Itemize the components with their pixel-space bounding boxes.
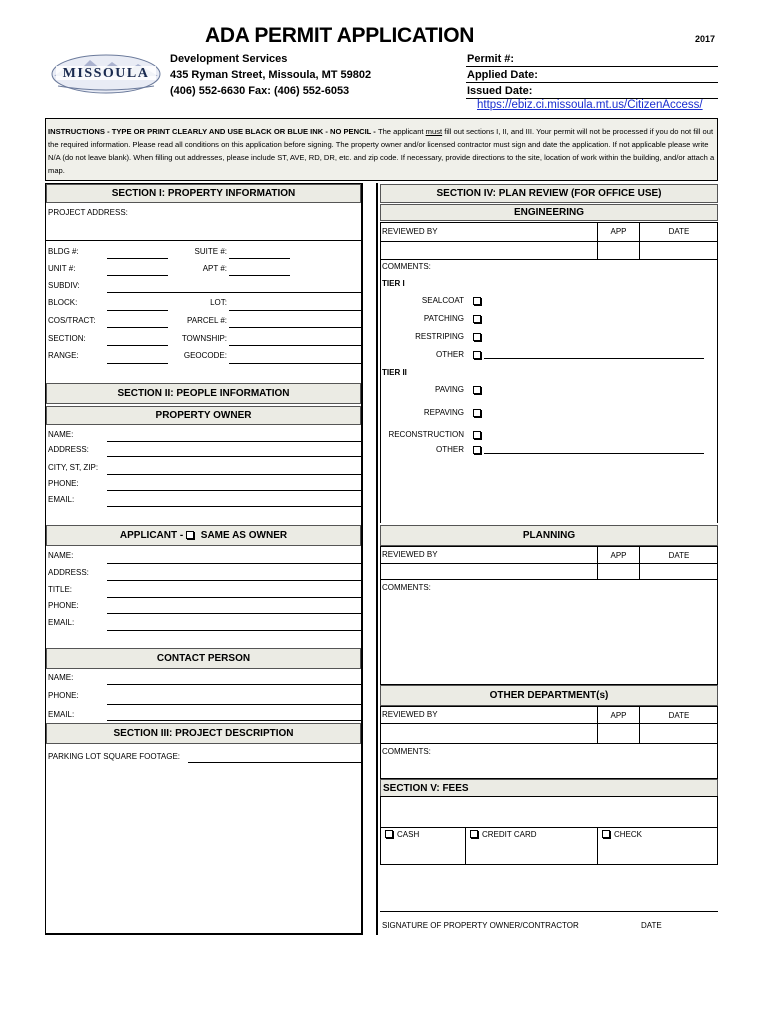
applicant-header [46, 525, 361, 546]
instructions-part2: fill out sections I, II, and III. Your permit will not be processed if you do not fill out the required information. Please read all conditions on this application before signing. The property owner and/or licensed contractor must sign and date the application. If not applicable please write N/A (do not leave blank). When filling out addresses, please include ST, AVE, RD, DR, etc. and zip code. If necessary, provide directions to the site, location of work within the building, and/or attach a map. [48, 127, 715, 175]
section-label: SECTION: [48, 334, 86, 343]
other-comments-label: COMMENTS: [382, 747, 431, 756]
paving-label: PAVING [434, 385, 464, 394]
check-label: CHECK [614, 830, 643, 839]
township-label: TOWNSHIP: [181, 334, 227, 343]
block-input[interactable] [107, 310, 168, 311]
org-phone-fax: (406) 552-6630 Fax: (406) 552-6053 [170, 85, 350, 97]
tier1-other-label: OTHER [436, 350, 464, 359]
apt-input[interactable] [229, 275, 290, 276]
contact-email-input[interactable] [107, 720, 361, 721]
fees-divider-1 [465, 827, 466, 865]
owner-phone-input[interactable] [107, 490, 361, 491]
tier1-other-checkbox[interactable] [473, 351, 481, 359]
check-checkbox[interactable] [602, 830, 610, 838]
lot-input[interactable] [229, 310, 361, 311]
restriping-checkbox[interactable] [473, 333, 481, 341]
logo-wordmark: MISSOULA [62, 66, 150, 81]
sealcoat-label: SEALCOAT [421, 296, 464, 305]
owner-name-label: NAME: [48, 430, 74, 439]
section4-header: SECTION IV: PLAN REVIEW (FOR OFFICE USE) [380, 184, 718, 203]
owner-city-label: CITY, ST, ZIP: [48, 463, 99, 472]
section-input[interactable] [107, 345, 168, 346]
issued-date-label: Issued Date: [467, 85, 533, 97]
planning-reviewed-by-input[interactable] [381, 564, 596, 579]
applicant-phone-input[interactable] [107, 613, 361, 614]
parking-sqft-input[interactable] [188, 762, 361, 763]
suite-input[interactable] [229, 258, 290, 259]
planning-date-label: DATE [668, 551, 690, 560]
owner-phone-label: PHONE: [48, 479, 79, 488]
patching-checkbox[interactable] [473, 315, 481, 323]
bldg-input[interactable] [107, 258, 168, 259]
applicant-name-input[interactable] [107, 563, 361, 564]
column-divider [376, 183, 378, 935]
cash-checkbox[interactable] [385, 830, 393, 838]
paving-checkbox[interactable] [473, 386, 481, 394]
owner-address-label: ADDRESS: [48, 445, 89, 454]
range-input[interactable] [107, 363, 168, 364]
section5-header: SECTION V: FEES [380, 779, 718, 797]
repaving-checkbox[interactable] [473, 409, 481, 417]
section3-header: SECTION III: PROJECT DESCRIPTION [46, 723, 361, 744]
tier2-other-checkbox[interactable] [473, 446, 481, 454]
tier2-label: TIER II [382, 368, 407, 377]
engineering-reviewed-by-label: REVIEWED BY [382, 227, 438, 236]
applicant-title-label: TITLE: [48, 585, 73, 594]
section2-header: SECTION II: PEOPLE INFORMATION [46, 383, 361, 404]
check-option[interactable] [602, 830, 642, 840]
applicant-title: APPLICANT - [119, 530, 186, 541]
planning-comments-box[interactable] [380, 579, 718, 685]
org-address: 435 Ryman Street, Missoula, MT 59802 [170, 69, 372, 81]
signature-line[interactable] [380, 911, 718, 912]
contact-email-label: EMAIL: [48, 710, 75, 719]
subdiv-input[interactable] [107, 292, 361, 293]
section1-header: SECTION I: PROPERTY INFORMATION [46, 184, 361, 203]
reconstruction-label: RECONSTRUCTION [388, 430, 464, 439]
apt-label: APT #: [202, 264, 227, 273]
unit-input[interactable] [107, 275, 168, 276]
owner-city-input[interactable] [107, 474, 361, 475]
reconstruction-checkbox[interactable] [473, 431, 481, 439]
geocode-input[interactable] [229, 363, 361, 364]
credit-card-label: CREDIT CARD [482, 830, 537, 839]
page-title: ADA PERMIT APPLICATION [205, 24, 475, 47]
patching-label: PATCHING [423, 314, 464, 323]
applicant-phone-label: PHONE: [48, 601, 79, 610]
instructions-text [48, 125, 716, 177]
contact-name-label: NAME: [48, 673, 74, 682]
planning-comments-label: COMMENTS: [382, 583, 431, 592]
applicant-email-input[interactable] [107, 630, 361, 631]
cos-tract-label: COS/TRACT: [48, 316, 96, 325]
tier1-other-input[interactable] [484, 358, 704, 359]
same-as-owner-checkbox[interactable] [186, 531, 194, 539]
property-owner-header: PROPERTY OWNER [46, 406, 361, 425]
other-departments-header: OTHER DEPARTMENT(s) [380, 685, 718, 706]
permit-number-line[interactable] [466, 66, 718, 67]
instructions-must: must [425, 127, 443, 136]
owner-email-label: EMAIL: [48, 495, 75, 504]
org-dept: Development Services [170, 53, 288, 65]
cos-tract-input[interactable] [107, 327, 168, 328]
engineering-date-label: DATE [668, 227, 690, 236]
same-as-owner-label: SAME AS OWNER [200, 530, 288, 541]
applicant-email-label: EMAIL: [48, 618, 75, 627]
contact-name-input[interactable] [107, 684, 361, 685]
tier2-other-input[interactable] [484, 453, 704, 454]
signature-label: SIGNATURE OF PROPERTY OWNER/CONTRACTOR [382, 921, 579, 930]
applicant-name-label: NAME: [48, 551, 74, 560]
other-date-label: DATE [668, 711, 690, 720]
form-year: 2017 [695, 34, 716, 44]
other-reviewed-by-label: REVIEWED BY [382, 710, 438, 719]
applicant-address-label: ADDRESS: [48, 568, 89, 577]
credit-card-checkbox[interactable] [470, 830, 478, 838]
tier1-label: TIER I [382, 279, 405, 288]
contact-person-header: CONTACT PERSON [46, 648, 361, 669]
other-reviewed-by-input[interactable] [381, 724, 596, 743]
other-app-label: APP [610, 711, 627, 720]
owner-name-input[interactable] [107, 441, 361, 442]
planning-reviewed-by-label: REVIEWED BY [382, 550, 438, 559]
planning-header: PLANNING [380, 525, 718, 546]
citizen-access-link[interactable]: https://ebiz.ci.missoula.mt.us/CitizenAccess/ [477, 99, 703, 111]
parking-sqft-label: PARKING LOT SQUARE FOOTAGE: [48, 752, 181, 761]
project-address-label: PROJECT ADDRESS: [48, 208, 128, 217]
parcel-input[interactable] [229, 327, 361, 328]
suite-label: SUITE #: [194, 247, 227, 256]
unit-label: UNIT #: [48, 264, 76, 273]
engineering-reviewed-by-input[interactable] [381, 242, 596, 259]
applicant-address-input[interactable] [107, 580, 361, 581]
permit-number-label: Permit #: [467, 53, 515, 65]
engineering-comments-label: COMMENTS: [382, 262, 431, 271]
instructions-lead: INSTRUCTIONS - TYPE OR PRINT CLEARLY AND USE BLACK OR BLUE INK - NO PENCIL - [48, 127, 378, 136]
fees-amount-box[interactable] [380, 796, 718, 828]
tier2-other-label: OTHER [436, 445, 464, 454]
applicant-title-input[interactable] [107, 597, 361, 598]
restriping-label: RESTRIPING [415, 332, 464, 341]
project-address-divider [46, 240, 361, 241]
repaving-label: REPAVING [423, 408, 464, 417]
credit-card-option[interactable] [470, 830, 537, 840]
fees-payment-box [380, 827, 718, 865]
owner-address-input[interactable] [107, 456, 361, 457]
lot-label: LOT: [210, 298, 227, 307]
engineering-app-label: APP [610, 227, 627, 236]
contact-phone-input[interactable] [107, 704, 361, 705]
cash-label: CASH [397, 830, 420, 839]
geocode-label: GEOCODE: [183, 351, 227, 360]
fees-divider-2 [597, 827, 598, 865]
missoula-logo [50, 52, 162, 96]
left-column-frame [45, 183, 363, 935]
owner-email-input[interactable] [107, 506, 361, 507]
bldg-label: BLDG #: [48, 247, 79, 256]
planning-app-label: APP [610, 551, 627, 560]
block-label: BLOCK: [48, 298, 78, 307]
range-label: RANGE: [48, 351, 79, 360]
applied-date-label: Applied Date: [467, 69, 538, 81]
township-input[interactable] [229, 345, 361, 346]
sealcoat-checkbox[interactable] [473, 297, 481, 305]
parcel-label: PARCEL #: [186, 316, 227, 325]
instructions-part1: The applicant [377, 127, 426, 136]
signature-date-label: DATE [641, 921, 662, 930]
applied-date-line[interactable] [466, 82, 718, 83]
cash-option[interactable] [385, 830, 419, 840]
contact-phone-label: PHONE: [48, 691, 79, 700]
subdiv-label: SUBDIV: [48, 281, 80, 290]
engineering-header: ENGINEERING [380, 204, 718, 221]
